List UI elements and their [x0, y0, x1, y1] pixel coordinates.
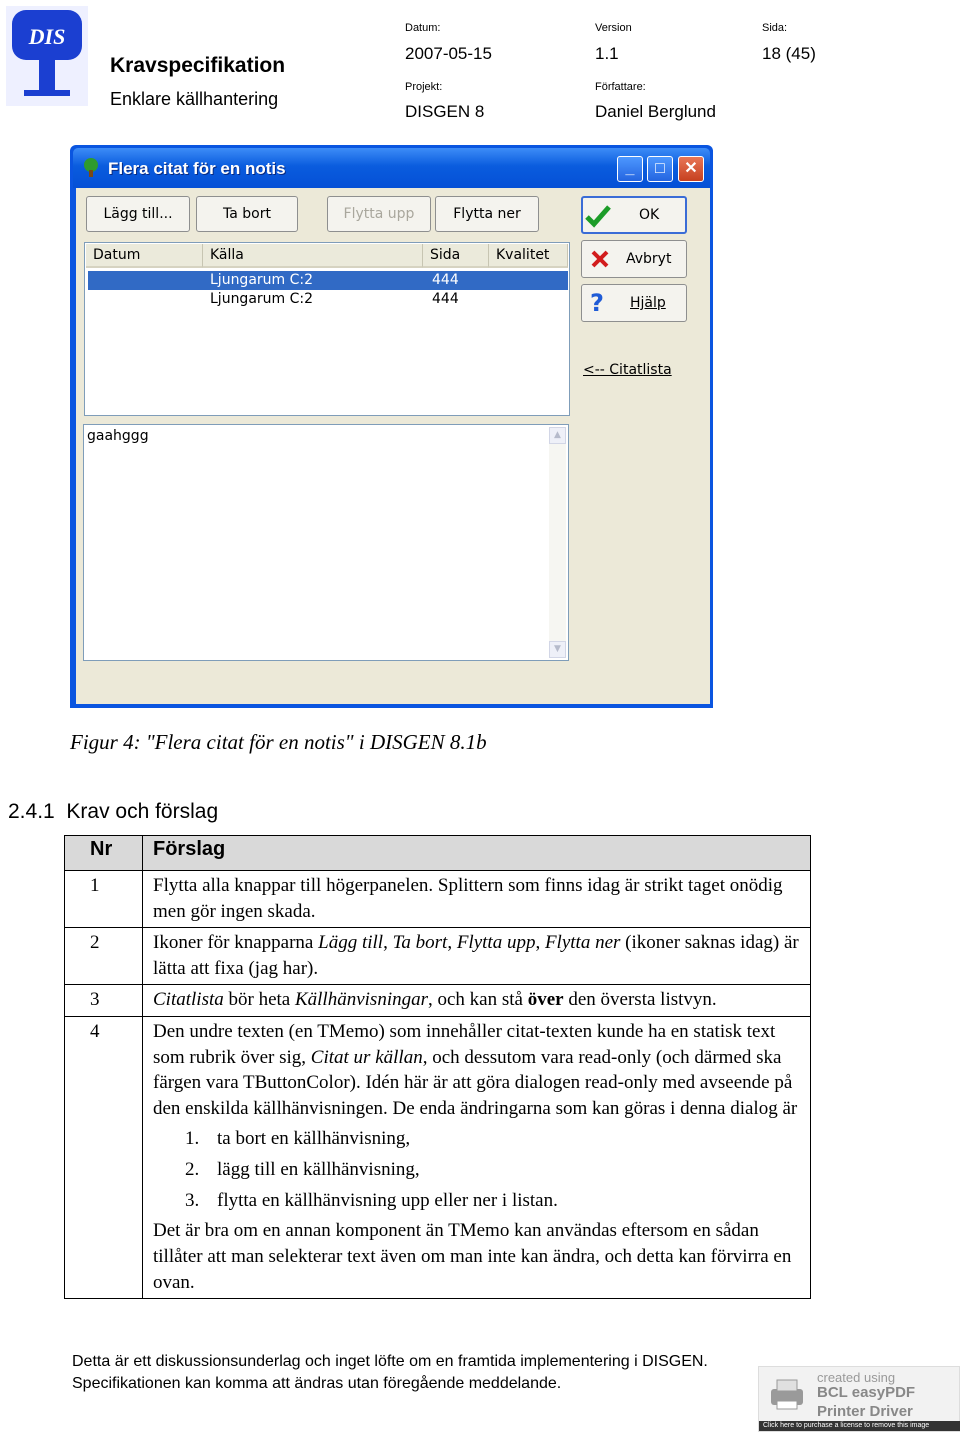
item-number: 1. — [185, 1128, 200, 1150]
cell-sida: 444 — [432, 291, 459, 307]
italic-span: Källhänvisningar — [294, 989, 428, 1011]
text-span: , — [447, 932, 457, 954]
cell-kalla: Ljungarum C:2 — [210, 272, 314, 288]
table-row — [65, 928, 811, 985]
italic-span: Flytta ner — [544, 932, 621, 954]
section-title: Krav och förslag — [66, 800, 219, 823]
col-kvalitet[interactable]: Kvalitet — [489, 244, 568, 268]
help-button[interactable] — [581, 284, 687, 322]
stamp-line-1: created using — [817, 1370, 896, 1385]
italic-span: Ta bort — [392, 932, 448, 954]
stamp-license-bar[interactable]: Click here to purchase a license to remove this image — [759, 1421, 960, 1431]
list-item — [153, 1154, 802, 1185]
col-sida[interactable]: Sida — [423, 244, 489, 268]
memo-text: gaahggg — [87, 428, 149, 444]
checkmark-icon — [585, 204, 611, 232]
projekt-label: Projekt: — [405, 81, 443, 93]
question-icon: ? — [590, 289, 604, 317]
help-label: Hjälp — [630, 295, 666, 311]
col-kalla[interactable]: Källa — [203, 244, 423, 268]
maximize-button[interactable]: □ — [647, 156, 673, 182]
section-heading — [8, 800, 218, 824]
item-text: ta bort en källhänvisning, — [217, 1128, 411, 1150]
table-header-row — [65, 836, 811, 871]
italic-span: Flytta upp — [456, 932, 536, 954]
item-text: flytta en källhänvisning upp eller ner i listan. — [217, 1190, 558, 1212]
cell-kalla: Ljungarum C:2 — [210, 291, 314, 307]
item-text: lägg till en källhänvisning, — [217, 1159, 420, 1181]
row-text — [143, 928, 811, 985]
projekt-value: DISGEN 8 — [405, 102, 485, 121]
memo-scrollbar[interactable] — [549, 427, 566, 658]
text-span: , — [535, 932, 545, 954]
citation-list[interactable] — [84, 242, 570, 416]
ok-button[interactable] — [581, 196, 687, 234]
row-nr: 2 — [65, 928, 143, 985]
italic-span: Citat ur källan — [310, 1046, 423, 1068]
ok-label: OK — [639, 207, 660, 223]
italic-span: Citatlista — [153, 989, 224, 1011]
cell-sida: 444 — [432, 272, 459, 288]
scroll-up-icon[interactable]: ▲ — [549, 427, 566, 444]
forfattare-label: Författare: — [595, 81, 646, 93]
forfattare-value: Daniel Berglund — [595, 102, 716, 121]
text-span: (ikoner saknas idag) är lätta att fixa (jag har). — [153, 932, 799, 979]
text-span: den översta listvyn. — [563, 989, 717, 1011]
svg-text:DIS: DIS — [28, 24, 66, 49]
paragraph: Det är bra om en annan komponent än TMemo kan användas eftersom en sådan tillåter att man selekterar text även om man inte kan ändra, och detta kan förvirra en ovan. — [153, 1220, 792, 1293]
th-nr: Nr — [65, 836, 143, 871]
datum-label: Datum: — [405, 22, 441, 34]
move-up-button[interactable]: Flytta upp — [327, 196, 431, 232]
row-text — [143, 985, 811, 1017]
row-nr: 3 — [65, 985, 143, 1017]
cancel-label: Avbryt — [626, 251, 672, 267]
section-number: 2.4.1 — [8, 800, 55, 823]
figure-caption: Figur 4: "Flera citat för en notis" i DISGEN 8.1b — [70, 730, 487, 754]
list-row[interactable] — [88, 290, 568, 309]
add-button[interactable]: Lägg till... — [86, 196, 190, 232]
footer-line-1: Detta är ett diskussionsunderlag och inget löfte om en framtida implementering i DISGEN. — [72, 1353, 708, 1370]
table-row — [65, 985, 811, 1017]
text-span: Den undre texten (en TMemo) som innehåller citat-texten kunde ha en statisk text som rubrik över sig, — [153, 1020, 776, 1068]
cross-icon — [590, 249, 610, 273]
item-number: 2. — [185, 1159, 200, 1181]
text-span: , och dessutom vara read-only (och därmed ska färgen vara TButtonColor). Idén här är att göra dialogen read-only med avseende på den enskilda källhänvisningen. De enda ändringarna som kan göras i denna dialog är — [153, 1046, 798, 1119]
scroll-down-icon[interactable]: ▼ — [549, 641, 566, 658]
version-value: 1.1 — [595, 44, 619, 63]
doc-subtitle: Enklare källhantering — [110, 89, 279, 109]
stamp-line-2: BCL easyPDF — [817, 1384, 916, 1401]
list-item — [153, 1185, 802, 1216]
table-row — [65, 871, 811, 928]
table-row — [65, 1016, 811, 1298]
list-row[interactable] — [88, 271, 568, 290]
text-span: , — [383, 932, 393, 954]
doc-title: Kravspecifikation — [110, 54, 286, 77]
close-button[interactable]: ✕ — [678, 156, 704, 182]
th-forslag: Förslag — [143, 836, 811, 871]
row-text — [143, 1016, 811, 1298]
row-text: Flytta alla knappar till högerpanelen. Splittern som finns idag är strikt taget onödig men gör ingen skada. — [143, 871, 811, 928]
sida-value: 18 (45) — [762, 44, 816, 63]
row-nr: 1 — [65, 871, 143, 928]
citatlista-link[interactable]: <-- Citatlista — [583, 362, 672, 378]
remove-button[interactable]: Ta bort — [196, 196, 298, 232]
change-list — [153, 1123, 802, 1216]
move-down-button[interactable]: Flytta ner — [435, 196, 539, 232]
version-label: Version — [595, 22, 632, 34]
text-span: Ikoner för knapparna — [153, 932, 319, 954]
printer-icon — [767, 1377, 807, 1418]
sida-label: Sida: — [762, 22, 788, 34]
paragraph — [153, 1019, 802, 1121]
list-item — [153, 1123, 802, 1154]
dis-logo — [6, 6, 88, 106]
text-span: , och kan stå — [428, 989, 528, 1011]
pdf-printer-stamp[interactable] — [758, 1366, 960, 1432]
text-span: bör heta — [223, 989, 295, 1011]
cancel-button[interactable] — [581, 240, 687, 278]
col-datum[interactable]: Datum — [86, 244, 203, 268]
datum-value: 2007-05-15 — [405, 44, 492, 63]
stamp-line-3: Printer Driver — [817, 1403, 913, 1420]
italic-span: Lägg till — [318, 932, 384, 954]
tree-icon — [80, 157, 102, 184]
footer-line-2: Specifikationen kan komma att ändras utan föregående meddelande. — [72, 1375, 562, 1392]
row-nr: 4 — [65, 1016, 143, 1298]
requirements-table — [64, 835, 811, 1299]
citation-memo[interactable] — [83, 424, 569, 661]
dialog-title: Flera citat för en notis — [108, 159, 286, 178]
item-number: 3. — [185, 1190, 200, 1212]
minimize-button[interactable]: _ — [617, 156, 643, 182]
bold-span: över — [527, 989, 564, 1011]
